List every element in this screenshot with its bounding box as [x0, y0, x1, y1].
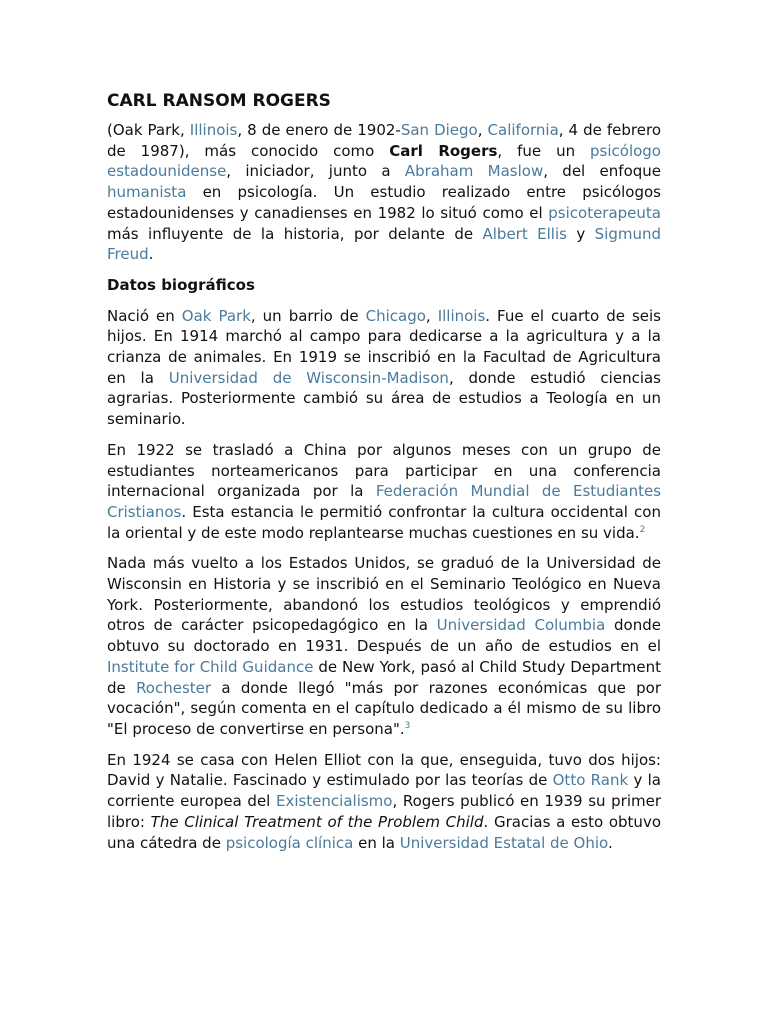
- link-chicago[interactable]: Chicago: [365, 306, 426, 325]
- text: Nació en: [107, 306, 182, 325]
- text: , fue un: [497, 141, 591, 160]
- text: En 1924 se casa con Helen Elliot con la que, enseguida, tuvo dos hijos: David y Natalie. Fascinado y estimulado por las teorías de: [107, 750, 661, 790]
- link-humanista[interactable]: humanista: [107, 183, 187, 202]
- text: , Rogers publicó en 1939 su primer libro:: [107, 792, 661, 831]
- text: , donde estudió ciencias agrarias. Posteriormente cambió su área de estudios a Teología en un seminario.: [107, 368, 661, 429]
- link-illinois[interactable]: Illinois: [189, 121, 238, 139]
- bold-name: Carl Rogers: [389, 141, 498, 160]
- text: donde obtuvo su doctorado en 1931. Después de un año de estudios en el: [107, 616, 661, 656]
- document-page: [107, 90, 661, 863]
- text: , 4 de febrero de 1987), más conocido como: [107, 121, 661, 160]
- link-albert-ellis[interactable]: Albert Ellis: [482, 224, 567, 243]
- text: .: [607, 833, 613, 852]
- link-universidad-columbia[interactable]: Universidad Columbia: [436, 616, 606, 635]
- section-heading: Datos biográficos: [107, 275, 255, 294]
- text: a donde llegó "más por razones económicas que por vocación", según comenta en el capítulo dedicado a él mismo de su libro "El proceso de convertirse en persona".: [107, 678, 661, 738]
- text: ,: [425, 306, 438, 325]
- text: . Gracias a esto obtuvo una cátedra de: [107, 812, 661, 852]
- intro-paragraph: [107, 120, 661, 265]
- link-universidad-estatal-ohio[interactable]: Universidad Estatal de Ohio: [399, 833, 608, 852]
- link-san-diego[interactable]: San Diego: [400, 121, 478, 139]
- link-psicoterapeuta[interactable]: psicoterapeuta: [548, 203, 661, 222]
- link-california[interactable]: California: [487, 121, 559, 139]
- link-illinois-2[interactable]: Illinois: [437, 306, 486, 325]
- bio-paragraph-3: [107, 553, 661, 739]
- text: , iniciador, junto a: [226, 162, 405, 181]
- link-otto-rank[interactable]: Otto Rank: [552, 771, 629, 790]
- link-institute-child-guidance[interactable]: Institute for Child Guidance: [107, 657, 314, 676]
- link-universidad-wisconsin-madison[interactable]: Universidad de Wisconsin-Madison: [168, 368, 449, 387]
- footnote-ref-3[interactable]: 3: [404, 720, 411, 731]
- text: (Oak Park,: [107, 121, 190, 139]
- book-title: The Clinical Treatment of the Problem Child: [150, 812, 484, 831]
- text: . Fue el cuarto de seis hijos. En 1914 marchó al campo para dedicarse a la agricultura y a la crianza de animales. En 1919 se inscribió en la Facultad de Agricultura en la: [107, 306, 661, 387]
- bio-paragraph-4: [107, 750, 661, 854]
- text: . Esta estancia le permitió confrontar la cultura occidental con la oriental y de este modo replantearse muchas cuestiones en su vida.: [107, 502, 661, 542]
- text: en psicología. Un estudio realizado entre psicólogos estadounidenses y canadienses en 1982 lo situó como el: [107, 183, 661, 222]
- text: .: [148, 245, 154, 264]
- bio-paragraph-1: [107, 306, 661, 430]
- text: En 1922 se trasladó a China por algunos meses con un grupo de estudiantes norteamericanos para participar en una conferencia internacional organizada por la: [107, 440, 661, 501]
- link-abraham-maslow[interactable]: Abraham Maslow: [404, 162, 544, 181]
- link-psicologo-estadounidense[interactable]: psicólogo estadounidense: [107, 141, 661, 181]
- link-existencialismo[interactable]: Existencialismo: [275, 792, 393, 811]
- text: , del enfoque: [543, 162, 661, 181]
- text: de New York, pasó al Child Study Department de: [107, 657, 661, 697]
- link-federacion-mundial[interactable]: Federación Mundial de Estudiantes Cristianos: [107, 482, 662, 521]
- text: y: [566, 224, 595, 243]
- page-title: CARL RANSOM ROGERS: [107, 91, 331, 111]
- text: más influyente de la historia, por delante de: [107, 224, 483, 243]
- link-rochester[interactable]: Rochester: [136, 678, 212, 697]
- text: Nada más vuelto a los Estados Unidos, se graduó de la Universidad de Wisconsin en Historia y se inscribió en el Seminario Teológico en Nueva York. Posteriormente, abandonó los estudios teológicos y emprendió otros de carácter psicopedagógico en la: [107, 554, 661, 635]
- link-psicologia-clinica[interactable]: psicología clínica: [225, 833, 354, 852]
- footnote-ref-2[interactable]: 2: [639, 524, 646, 535]
- text: y la corriente europea del: [107, 771, 661, 811]
- text: ,: [477, 121, 488, 139]
- link-sigmund-freud[interactable]: Sigmund Freud: [107, 224, 661, 264]
- text: , un barrio de: [250, 306, 366, 325]
- bio-paragraph-2: [107, 440, 661, 544]
- text: , 8 de enero de 1902-: [237, 121, 401, 139]
- link-oak-park[interactable]: Oak Park: [181, 306, 251, 325]
- text: en la: [353, 833, 400, 852]
